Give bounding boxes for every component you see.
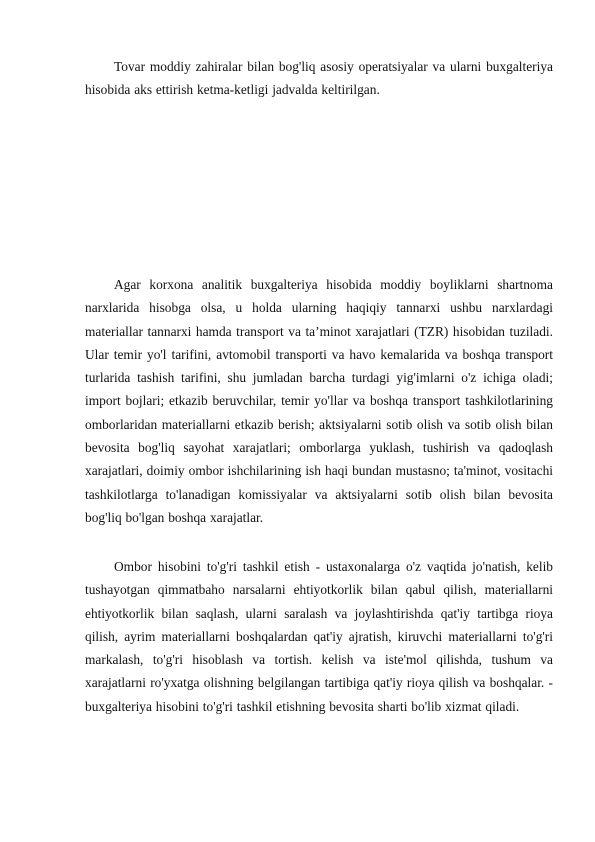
paragraph-intro: Tovar moddiy zahiralar bilan bog'liq asosiy operatsiyalar va ularni buxgalteriya hisobida aks ettirish ketma-ketligi jadvalda keltirilgan.: [85, 59, 553, 98]
paragraph-actual-cost: Agar korxona analitik buxgalteriya hisobida moddiy boyliklarni shartnoma narxlarida hisobga olsa, u holda ularning haqiqiy tannarxi ushbu narxlardagi materiallar tannarxi hamda transport va ta’minot xarajatlari (TZR) hisobidan tuziladi. Ular temir yo'l tarifini, avtomobil transporti va havo kemalarida va boshqa transport turlarida tashish tarifini, shu jumladan barcha turdagi yig'imlarni o'z ichiga oladi; import bojlari; etkazib beruvchilar, temir yo'llar va boshqa transport tashkilotlarining omborlaridan materiallarni etkazib berish; aktsiyalarni sotib olish va sotib olish bilan bevosita bog'liq sayohat xarajatlari; omborlarga yuklash, tushirish va qadoqlash xarajatlari, doimiy ombor ishchilarining ish haqi bundan mustasno; ta'minot, vositachi tashkilotlarga to'lanadigan komissiyalar va aktsiyalarni sotib olish bilan bevosita bog'liq bo'lgan boshqa xarajatlar.: [85, 277, 553, 525]
table-placeholder-space: [85, 110, 553, 260]
paragraph-warehouse-accounting: Ombor hisobini to'g'ri tashkil etish - ustaxonalarga o'z vaqtida jo'natish, kelib tushayotgan qimmatbaho narsalarni ehtiyotkorlik bilan qabul qilish, materiallarni ehtiyotkorlik bilan saqlash, ularni saralash va joylashtirishda qat'iy tartibga rioya qilish, ayrim materiallarni boshqalardan qat'iy ajratish, kiruvchi materiallarni to'g'ri markalash, to'g'ri hisoblash va tortish. kelish va iste'mol qilishda, tushum va xarajatlarni ro'yxatga olishning belgilangan tartibiga qat'iy rioya qilish va boshqalar. - buxgalteriya hisobini to'g'ri tashkil etishning bevosita sharti bo'lib xizmat qiladi.: [85, 559, 553, 714]
